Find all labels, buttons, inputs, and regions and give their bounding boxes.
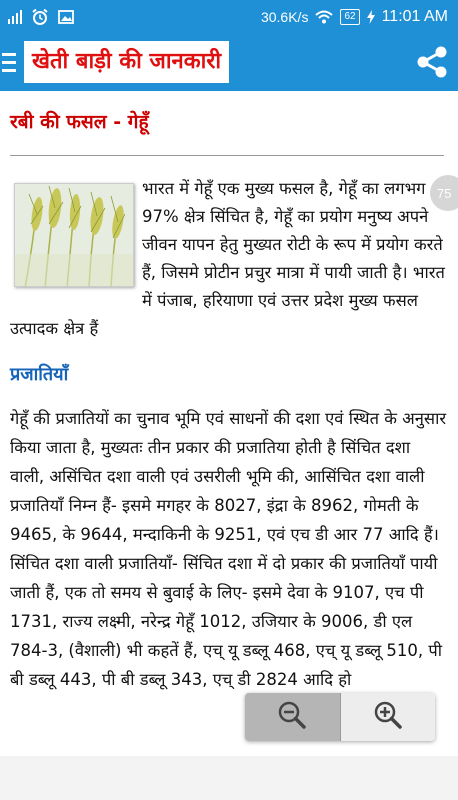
intro-paragraph xyxy=(10,175,448,343)
section-heading-varieties: प्रजातियाँ xyxy=(10,364,69,385)
app-title: खेती बाड़ी की जानकारी xyxy=(24,41,229,83)
alarm-clock-icon xyxy=(31,8,49,26)
app-bar xyxy=(0,33,458,91)
wifi-icon xyxy=(315,10,333,24)
bottom-blank-area xyxy=(0,756,458,800)
title-divider xyxy=(10,155,444,156)
hamburger-icon[interactable] xyxy=(0,33,24,91)
share-icon[interactable] xyxy=(406,33,458,91)
wheat-image xyxy=(14,183,134,287)
zoom-in-icon xyxy=(373,700,403,734)
battery-indicator: 62 xyxy=(340,9,359,25)
status-bar xyxy=(0,0,458,33)
zoom-out-icon xyxy=(277,700,307,734)
article-content[interactable] xyxy=(0,91,458,756)
signal-bars-icon xyxy=(8,10,22,24)
zoom-control xyxy=(245,693,435,741)
intro-text: भारत में गेहूँ एक मुख्य फसल है, गेहूँ का लगभग 97% क्षेत्र सिंचित है, गेहूँ का प्रयोग मनुष्य अपने जीवन यापन हेतु मुख्यत रोटी के रूप में प्रयोग करते हैं, जिसमे प्रोटीन प्रचुर मात्रा में पायी जाती है। भारत में पंजाब, हरियाणा एवं उत्तर प्रदेश मुख्य फसल उत्पादक क्षेत्र हैं xyxy=(10,179,445,338)
network-speed: 30.6K/s xyxy=(260,8,309,25)
clock-time: 11:01 AM xyxy=(381,7,448,25)
page-number-badge: 75 xyxy=(430,175,458,211)
zoom-in-button[interactable] xyxy=(340,693,436,741)
article-title: रबी की फसल - गेहूँ xyxy=(10,111,149,133)
zoom-out-button[interactable] xyxy=(245,693,340,741)
charging-bolt-icon xyxy=(367,10,375,24)
gallery-notification-icon xyxy=(58,9,74,25)
varieties-paragraph: गेहूँ की प्रजातियों का चुनाव भूमि एवं साधनों की दशा एवं स्थित के अनुसार किया जाता है, मुख्यतः तीन प्रकार की प्रजातिया होती है सिंचित दशा वाली, असिंचित दशा वाली एवं उसरीली भूमि की, आसिंचित दशा वाली प्रजातियाँ निम्न हैं- इसमे मगहर के 8027, इंद्रा के 8962, गोमती के 9465, के 9644, मन्दाकिनी के 9251, एवं एच डी आर 77 आदि हैं। सिंचित दशा वाली प्रजातियाँ- सिंचित दशा में दो प्रकार की प्रजातियाँ पायी जाती हैं, एक तो समय से बुवाई के लिए- इसमे देवा के 9107, एच पी 1731, राज्य लक्ष्मी, नरेन्द्र गेहूँ 1012, उजियार के 9006, डी एल 784-3, (वैशाली) भी कहतें हैं, एच् यू डब्लू 468, एच् यू डब्लू 510, पी बी डब्लू 443, पी बी डब्लू 343, एच् डी 2824 आदि हो xyxy=(10,409,447,689)
